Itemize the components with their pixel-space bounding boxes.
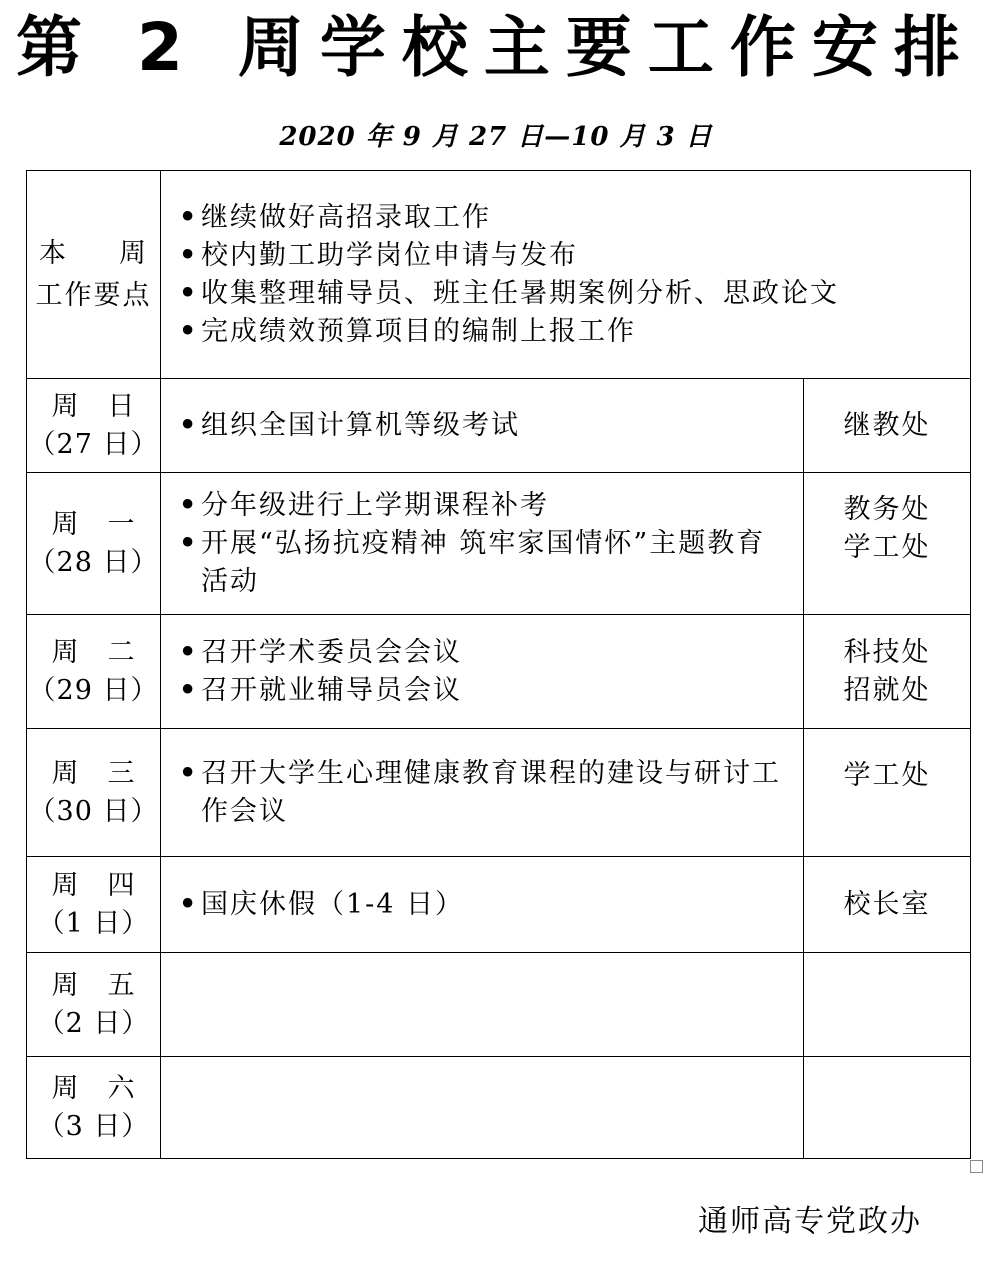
day-cell [27, 379, 161, 473]
keypoints-label-line2: 工作要点 [35, 279, 152, 311]
task-item [175, 407, 793, 445]
keypoints-label-char2: 周 [119, 237, 148, 269]
keypoints-label-char1: 本 [39, 237, 68, 269]
footer-signature: 通师高专党政办 [698, 1204, 922, 1239]
day-cell [27, 1057, 161, 1159]
task-text: 分年级进行上学期课程补考 [201, 489, 549, 521]
keypoint-text: 完成绩效预算项目的编制上报工作 [201, 315, 636, 347]
keypoints-cell [161, 171, 971, 379]
task-list [175, 886, 793, 924]
keypoints-label [27, 233, 160, 317]
day-date: （29 日） [28, 674, 159, 706]
bullet-icon: • [179, 409, 199, 441]
day-cell [27, 729, 161, 857]
bullet-icon: • [179, 636, 199, 668]
task-item [175, 487, 793, 525]
day-name: 周 二 [51, 636, 136, 668]
dept-cell [804, 857, 971, 953]
dept-cell [804, 473, 971, 615]
task-text: 召开大学生心理健康教育课程的建设与研讨工作会议 [201, 757, 781, 827]
task-text: 召开就业辅导员会议 [201, 674, 462, 706]
dept-cell [804, 953, 971, 1057]
day-cell [27, 857, 161, 953]
task-text: 组织全国计算机等级考试 [201, 409, 520, 441]
keypoint-item [175, 237, 960, 275]
keypoint-text: 收集整理辅导员、班主任暑期案例分析、思政论文 [201, 277, 839, 309]
bullet-icon: • [179, 888, 199, 920]
task-text: 国庆休假（1-4 日） [201, 888, 465, 920]
task-list [175, 634, 793, 710]
task-item [175, 525, 793, 601]
task-cell [161, 615, 804, 729]
task-item [175, 634, 793, 672]
task-item [175, 755, 793, 831]
bullet-icon: • [179, 315, 199, 347]
day-row-saturday [27, 1057, 971, 1159]
dept-name: 校长室 [843, 888, 931, 920]
day-row-tuesday [27, 615, 971, 729]
task-cell [161, 729, 804, 857]
task-item [175, 672, 793, 710]
day-row-friday [27, 953, 971, 1057]
task-cell [161, 857, 804, 953]
bullet-icon: • [179, 239, 199, 271]
dept-name: 学工处 [843, 532, 931, 563]
dept-cell [804, 729, 971, 857]
dept-name: 教务处 [843, 494, 931, 525]
schedule-table [26, 170, 971, 1159]
task-cell [161, 379, 804, 473]
task-cell [161, 1057, 804, 1159]
keypoint-item [175, 275, 960, 313]
task-list [175, 487, 793, 601]
task-cell [161, 473, 804, 615]
keypoint-text: 校内勤工助学岗位申请与发布 [201, 239, 578, 271]
task-text: 召开学术委员会会议 [201, 636, 462, 668]
task-text: 开展“弘扬抗疫精神 筑牢家国情怀”主题教育活动 [201, 527, 766, 597]
day-cell [27, 953, 161, 1057]
bullet-icon: • [179, 757, 199, 789]
day-row-wednesday [27, 729, 971, 857]
keypoints-label-line1 [27, 233, 160, 275]
day-date: （30 日） [28, 795, 159, 827]
day-name: 周 日 [51, 390, 136, 422]
day-name: 周 四 [51, 869, 136, 901]
bullet-icon: • [179, 201, 199, 233]
day-name: 周 三 [51, 757, 136, 789]
keypoint-text: 继续做好高招录取工作 [201, 201, 491, 233]
table-resize-handle[interactable] [970, 1160, 983, 1173]
bullet-icon: • [179, 674, 199, 706]
dept-cell [804, 615, 971, 729]
keypoints-list [175, 199, 960, 351]
day-row-monday [27, 473, 971, 615]
dept-name: 招就处 [843, 674, 931, 706]
bullet-icon: • [179, 277, 199, 309]
keypoint-item [175, 313, 960, 351]
day-name: 周 五 [51, 969, 136, 1001]
keypoints-label-cell [27, 171, 161, 379]
day-row-sunday [27, 379, 971, 473]
task-list [175, 755, 793, 831]
task-list [175, 407, 793, 445]
dept-name: 学工处 [843, 760, 931, 791]
dept-name: 继教处 [843, 409, 931, 441]
day-name: 周 一 [51, 508, 136, 540]
day-cell [27, 615, 161, 729]
dept-cell [804, 1057, 971, 1159]
day-name: 周 六 [51, 1072, 136, 1104]
dept-name: 科技处 [843, 636, 931, 668]
day-date: （28 日） [28, 546, 159, 578]
page-title: 第 2 周学校主要工作安排 [16, 9, 976, 86]
bullet-icon: • [179, 489, 199, 521]
day-cell [27, 473, 161, 615]
day-date: （2 日） [37, 1007, 150, 1039]
day-date: （27 日） [28, 428, 159, 460]
dept-cell [804, 379, 971, 473]
day-date: （3 日） [37, 1110, 150, 1142]
keypoints-row [27, 171, 971, 379]
day-row-thursday [27, 857, 971, 953]
task-cell [161, 953, 804, 1057]
bullet-icon: • [179, 527, 199, 559]
keypoint-item [175, 199, 960, 237]
task-item [175, 886, 793, 924]
date-range: 2020 年 9 月 27 日—10 月 3 日 [279, 122, 713, 152]
day-date: （1 日） [37, 907, 150, 939]
